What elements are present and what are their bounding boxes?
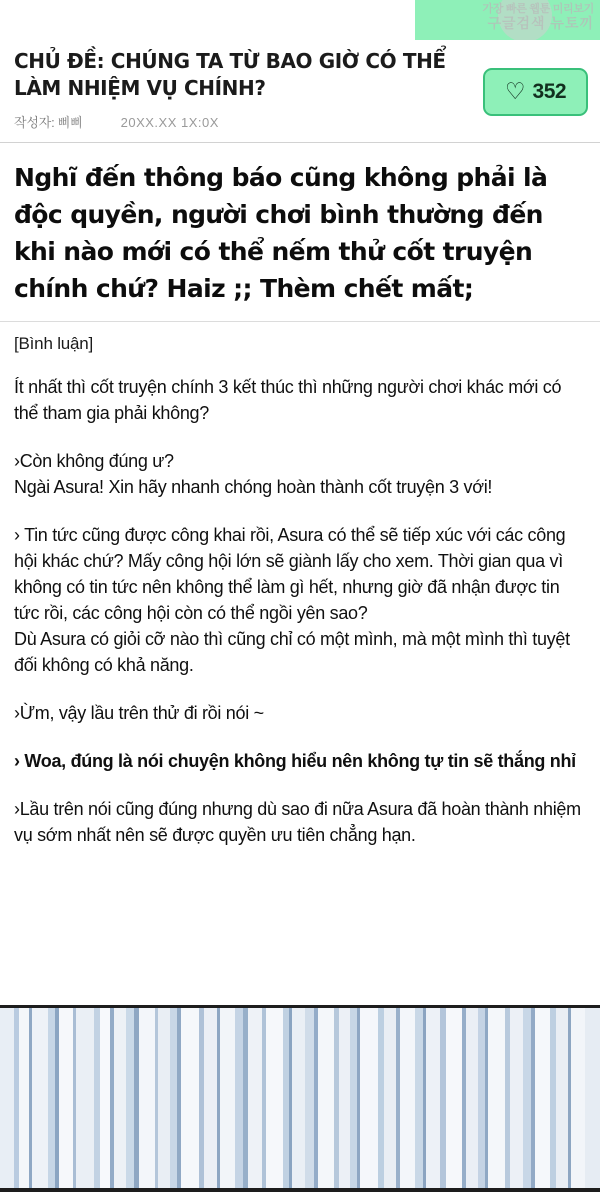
strip-bar: [426, 1008, 440, 1188]
comment-line: › Woa, đúng là nói chuyện không hiểu nên không tự tin sẽ thắng nhỉ: [14, 751, 576, 771]
top-banner: [0, 0, 600, 40]
strip-bar: [339, 1008, 350, 1188]
comments-heading: [Bình luận]: [14, 334, 94, 353]
striped-panel: [0, 1008, 600, 1188]
strip-bar: [158, 1008, 170, 1188]
comment-line: › Tin tức cũng được công khai rồi, Asura có thể sẽ tiếp xúc với các công hội khác chứ? Mấy công hội lớn sẽ giành lấy cho xem. Thời gian qua vì không có tin tức nên không thể làm gì hết, nhưng giờ đã nhận được tin tức rồi, các công hội còn có thể ngồi yên sao?: [14, 525, 566, 623]
strip-bar: [100, 1008, 110, 1188]
strip-bar: [76, 1008, 94, 1188]
strip-bar: [585, 1008, 600, 1188]
site-watermark: [482, 2, 594, 30]
comment-item: [14, 448, 586, 500]
post-body: [0, 143, 600, 317]
strip-bar: [556, 1008, 568, 1188]
strip-bar: [248, 1008, 262, 1188]
strip-bar: [305, 1008, 314, 1188]
strip-bar: [571, 1008, 585, 1188]
strip-bottom-border: [0, 1188, 600, 1192]
strip-bar: [181, 1008, 199, 1188]
comment-line: Dù Asura có giỏi cỡ nào thì cũng chỉ có một mình, mà một mình thì tuyệt đối không có khả năng.: [14, 629, 570, 675]
comment-item: [14, 700, 586, 726]
strip-bar: [0, 1008, 14, 1188]
strip-bar: [510, 1008, 523, 1188]
strip-bar: [360, 1008, 378, 1188]
post-date: 20XX.XX 1X:0X: [120, 115, 219, 130]
comment-line: ›Còn không đúng ư?: [14, 451, 174, 471]
page-title: CHỦ ĐỀ: CHÚNG TA TỪ BAO GIỜ CÓ THỂ LÀM NHIỆM VỤ CHÍNH?: [14, 49, 446, 100]
heart-icon: ♡: [504, 77, 526, 104]
strip-bar: [204, 1008, 217, 1188]
comment-line: Ít nhất thì cốt truyện chính 3 kết thúc thì những người chơi khác mới có thể tham gia phải không?: [14, 377, 562, 423]
strip-bar: [266, 1008, 283, 1188]
post-header: [0, 40, 600, 138]
strip-bar: [114, 1008, 126, 1188]
strip-bar: [32, 1008, 48, 1188]
post-body-text: Nghĩ đến thông báo cũng không phải là độc quyền, người chơi bình thường đến khi nào mới có thể nếm thử cốt truyện chính chứ? Haiz ;; Thèm chết mất;: [14, 163, 548, 303]
strip-bar: [48, 1008, 55, 1188]
comment-item: [14, 748, 586, 774]
comment-item: [14, 796, 586, 848]
comment-line: ›Lầu trên nói cũng đúng nhưng dù sao đi nữa Asura đã hoàn thành nhiệm vụ sớm nhất nên sẽ được quyền ưu tiên chẳng hạn.: [14, 799, 581, 845]
strip-bar: [535, 1008, 550, 1188]
comments-section: [0, 322, 600, 848]
strip-bar: [488, 1008, 505, 1188]
like-button[interactable]: [483, 68, 588, 116]
comment-line: ›Ừm, vậy lầu trên thử đi rồi nói ~: [14, 703, 264, 723]
strip-bar: [446, 1008, 462, 1188]
post-author: 작성자: 삐삐: [14, 115, 83, 130]
watermark-line-1: 가장 빠른 웹툰 미리보기: [482, 3, 594, 15]
strip-bar: [350, 1008, 357, 1188]
watermark-line-2: 구글검색 뉴토끼: [487, 15, 594, 31]
strip-bar: [318, 1008, 334, 1188]
bottom-image-strip: [0, 1005, 600, 1200]
strip-bar: [59, 1008, 73, 1188]
strip-bar: [235, 1008, 243, 1188]
comment-line: Ngài Asura! Xin hãy nhanh chóng hoàn thành cốt truyện 3 với!: [14, 477, 493, 497]
strip-bar: [170, 1008, 177, 1188]
comment-item: [14, 522, 586, 678]
strip-bar: [292, 1008, 305, 1188]
strip-bar: [139, 1008, 155, 1188]
like-count: 352: [532, 80, 567, 103]
strip-bar: [478, 1008, 485, 1188]
strip-bar: [415, 1008, 423, 1188]
strip-bar: [523, 1008, 531, 1188]
strip-bar: [126, 1008, 134, 1188]
strip-bar: [220, 1008, 235, 1188]
strip-bar: [400, 1008, 415, 1188]
strip-bar: [384, 1008, 396, 1188]
comment-item: [14, 374, 586, 426]
strip-bar: [466, 1008, 478, 1188]
strip-bar: [19, 1008, 29, 1188]
